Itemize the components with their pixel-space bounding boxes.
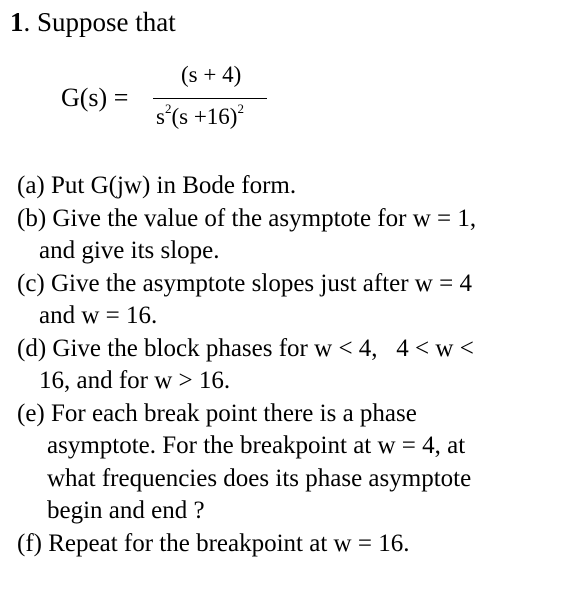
- question-item-a: [17, 170, 562, 203]
- problem-heading: [10, 4, 176, 40]
- question-text: Give the block phases for w < 4, 4 < w <: [52, 334, 474, 362]
- fraction-numerator: (s + 4): [181, 62, 242, 87]
- question-item-e: [17, 398, 562, 528]
- question-item-d: [17, 333, 562, 398]
- question-list: [17, 170, 562, 560]
- denominator-exponent-1: 2: [164, 101, 172, 116]
- question-text: Give the asymptote slopes just after w = 4: [51, 269, 472, 297]
- question-label: (e): [17, 399, 45, 427]
- question-label: (f): [17, 529, 42, 557]
- denominator-factor: (s +16): [171, 104, 238, 129]
- question-label: (c): [17, 269, 45, 297]
- question-text: For each break point there is a phase: [51, 399, 417, 427]
- question-label: (d): [17, 334, 47, 362]
- question-text-continued: and w = 16.: [39, 302, 158, 329]
- question-text: Give the value of the asymptote for w = 1,: [52, 204, 477, 232]
- question-text-continued: and give its slope.: [39, 237, 220, 264]
- question-text-continued: begin and end ?: [47, 497, 205, 524]
- problem-number: 1: [10, 7, 24, 37]
- question-item-b: [17, 203, 562, 268]
- question-text-continued: what frequencies does its phase asymptote: [47, 464, 472, 492]
- fraction-bar: [153, 98, 267, 99]
- denominator-s: s: [156, 104, 165, 129]
- denominator-exponent-2: 2: [237, 101, 244, 116]
- question-text: Repeat for the breakpoint at w = 16.: [48, 529, 410, 557]
- equation-lhs: G(s) =: [61, 83, 129, 112]
- question-text: Put G(jw) in Bode form.: [51, 172, 297, 199]
- question-item-f: [17, 528, 562, 561]
- question-text-continued: asymptote. For the breakpoint at w = 4, at: [47, 432, 466, 459]
- fraction-denominator: [156, 102, 244, 132]
- transfer-function-fraction: [153, 58, 267, 134]
- question-text-continued: 16, and for w > 16.: [39, 367, 231, 394]
- question-label: (b): [17, 204, 47, 232]
- question-label: (a): [17, 172, 45, 199]
- problem-intro: . Suppose that: [23, 7, 176, 37]
- question-item-c: [17, 268, 562, 333]
